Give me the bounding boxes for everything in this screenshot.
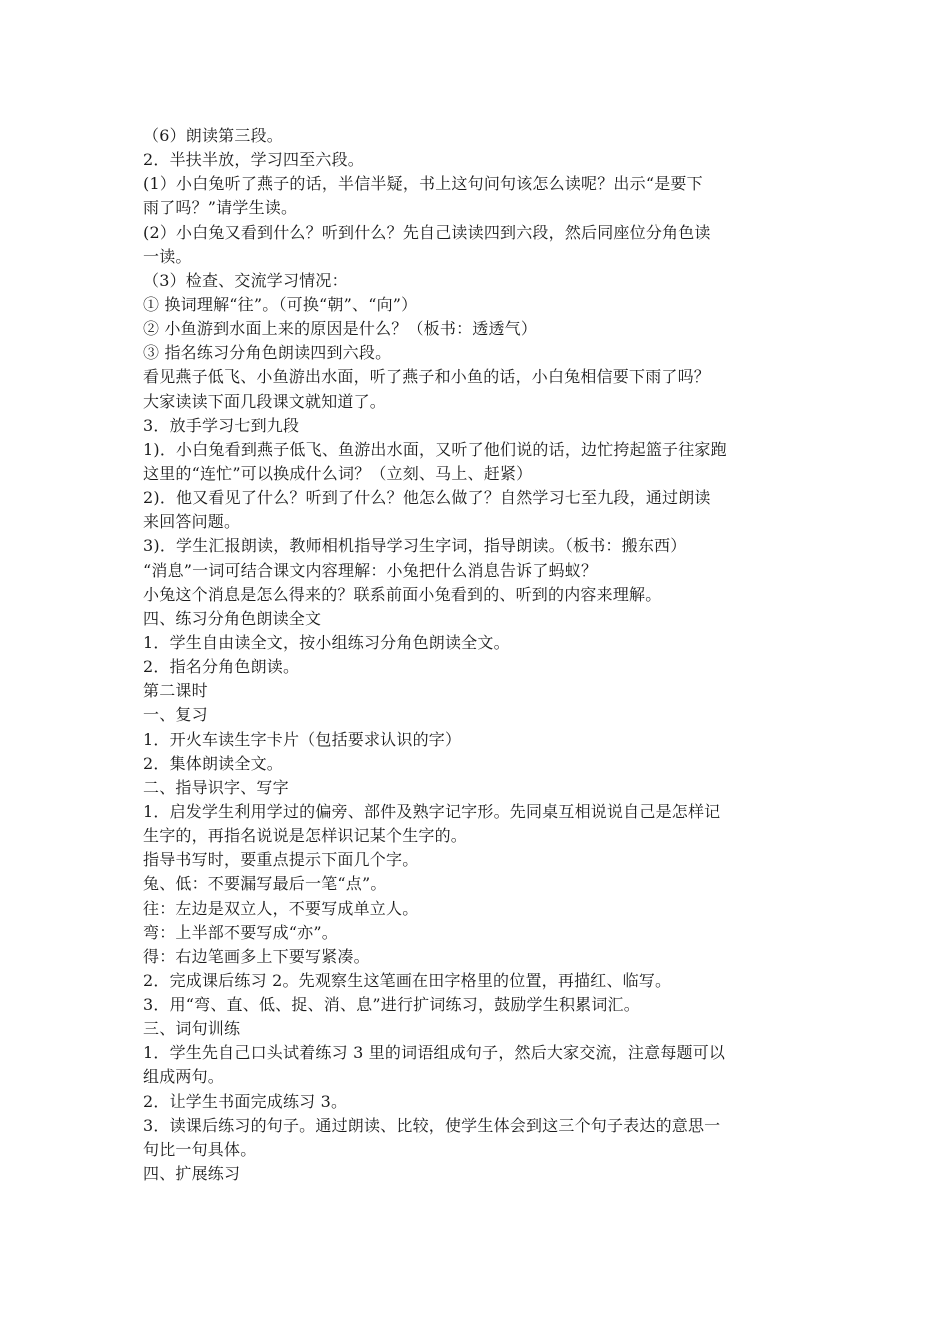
section-heading: 二、指导识字、写字 [143, 777, 289, 797]
text-line: 往：左边是双立人，不要写成单立人。 [143, 898, 419, 918]
text-line: 3．放手学习七到九段 [143, 415, 300, 435]
text-line: 3)．学生汇报朗读，教师相机指导学习生字词，指导朗读。（板书：搬东西） [143, 536, 687, 556]
document-page [143, 124, 823, 1186]
text-line: (1）小白兔听了燕子的话，半信半疑，书上这句问句该怎么读呢？出示“是要下 [143, 174, 703, 194]
text-line: 3．读课后练习的句子。通过朗读、比较，使学生体会到这三个句子表达的意思一 [143, 1115, 721, 1135]
text-line: ② 小鱼游到水面上来的原因是什么？（板书：透透气） [143, 319, 538, 339]
text-line: 2．指名分角色朗读。 [143, 657, 300, 677]
lesson-heading: 第二课时 [143, 681, 208, 701]
text-line: 1．启发学生利用学过的偏旁、部件及熟字记字形。先同桌互相说说自己是怎样记 [143, 801, 721, 821]
text-line: 2．完成课后练习 2。先观察生这笔画在田字格里的位置，再描红、临写。 [143, 970, 672, 990]
text-line: 1)．小白兔看到燕子低飞、鱼游出水面，又听了他们说的话，边忙挎起篮子往家跑 [143, 439, 727, 459]
text-line: 2．集体朗读全文。 [143, 753, 283, 773]
text-line: 雨了吗？”请学生读。 [143, 198, 298, 218]
text-line: 1．学生自由读全文，按小组练习分角色朗读全文。 [143, 632, 510, 652]
text-line: 2)．他又看见了什么？听到了什么？他怎么做了？自然学习七至九段，通过朗读 [143, 488, 711, 508]
text-line: 弯：上半部不要写成“亦”。 [143, 922, 338, 942]
text-line: （3）检查、交流学习情况： [143, 270, 348, 290]
text-line: 组成两句。 [143, 1067, 225, 1087]
text-line: 2．半扶半放，学习四至六段。 [143, 150, 364, 170]
text-line: （6）朗读第三段。 [143, 126, 283, 145]
text-line: “消息”一词可结合课文内容理解：小兔把什么消息告诉了蚂蚁？ [143, 560, 598, 580]
text-line: 指导书写时，要重点提示下面几个字。 [143, 850, 419, 870]
text-line: 1．学生先自己口头试着练习 3 里的词语组成句子，然后大家交流，注意每题可以 [143, 1043, 726, 1063]
text-line: 2．让学生书面完成练习 3。 [143, 1091, 348, 1111]
section-heading: 四、练习分角色朗读全文 [143, 608, 322, 628]
text-line: 兔、低：不要漏写最后一笔“点”。 [143, 874, 387, 894]
text-line: 生字的，再指名说说是怎样识记某个生字的。 [143, 826, 468, 846]
text-line: 小兔这个消息是怎么得来的？联系前面小兔看到的、听到的内容来理解。 [143, 584, 662, 604]
text-line: ③ 指名练习分角色朗读四到六段。 [143, 343, 392, 363]
text-line: 看见燕子低飞、小鱼游出水面，听了燕子和小鱼的话，小白兔相信要下雨了吗？ [143, 367, 711, 387]
section-heading: 一、复习 [143, 705, 208, 725]
text-line: ① 换词理解“往”。（可换“朝”、“向”） [143, 294, 418, 314]
text-line: (2）小白兔又看到什么？听到什么？先自己读读四到六段，然后同座位分角色读 [143, 222, 711, 242]
text-line: 1．开火车读生字卡片（包括要求认识的字） [143, 729, 462, 749]
text-line: 句比一句具体。 [143, 1139, 257, 1159]
text-line: 得：右边笔画多上下要写紧凑。 [143, 946, 370, 966]
text-line: 这里的“连忙”可以换成什么词？（立刻、马上、赶紧） [143, 463, 533, 483]
section-heading: 三、词句训练 [143, 1019, 241, 1039]
text-line: 3．用“弯、直、低、捉、消、息”进行扩词练习，鼓励学生积累词汇。 [143, 995, 640, 1015]
section-heading: 四、扩展练习 [143, 1164, 241, 1184]
text-line: 大家读读下面几段课文就知道了。 [143, 391, 387, 411]
text-line: 一读。 [143, 246, 192, 266]
text-line: 来回答问题。 [143, 512, 241, 532]
